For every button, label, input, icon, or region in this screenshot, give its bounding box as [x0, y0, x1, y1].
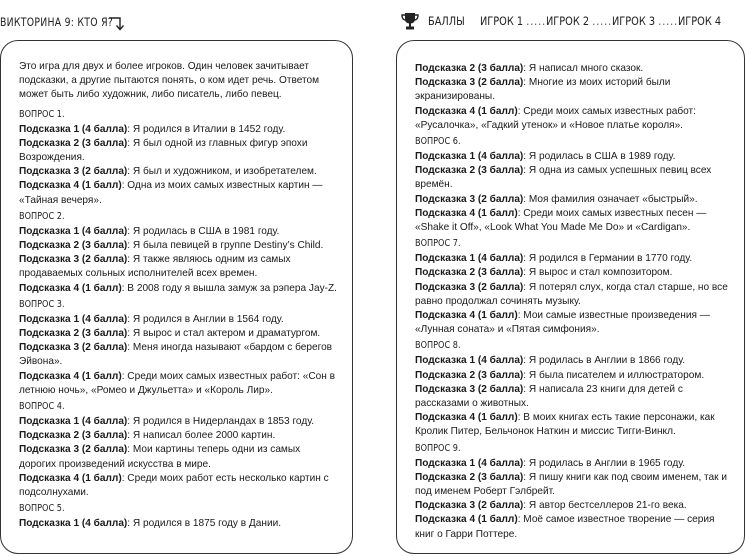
hint-text: Я родился в Англии в 1564 году.	[132, 313, 284, 325]
hint-text: Я написал более 2000 картин.	[132, 430, 276, 442]
hint-item: Подсказка 3 (2 балла): Моя фамилия означает «быстрый».	[415, 193, 698, 205]
question-heading: ВОПРОС 2.	[19, 210, 65, 222]
hint-text: Среди моих работ есть несколько картин с подсолнухами.	[19, 472, 329, 499]
hint-text: Меня иногда называют «бардом с берегов Эйвона».	[19, 342, 333, 368]
hint-label: Подсказка 1 (4 балла)	[19, 313, 128, 325]
hint-text: Я одна из самых успешных певиц всех времён.	[415, 165, 712, 191]
hint-label: Подсказка 4 (1 балл)	[415, 514, 518, 526]
hint-item: Подсказка 3 (2 балла): Я автор бестселлеров 21-го века.	[415, 500, 687, 512]
hint-item: Подсказка 1 (4 балла): Я родился в Италии в 1452 году.	[19, 123, 286, 135]
question-heading: ВОПРОС 3.	[19, 298, 65, 310]
hint-label: Подсказка 2 (3 балла)	[415, 471, 524, 483]
hint-text: Одна из моих самых известных картин — «Тайная вечеря».	[19, 180, 323, 206]
hint-text: В 2008 году я вышла замуж за рэпера Jay-Z.	[127, 282, 337, 294]
hint-text: Я также являюсь одним из самых продаваемых сольных исполнителей всех времен.	[19, 254, 291, 280]
player-1-score: ИГРОК 1 ......	[480, 14, 550, 28]
hint-text: Я был и художником, и изобретателем.	[132, 166, 317, 178]
hint-label: Подсказка 1 (4 балла)	[415, 355, 524, 367]
hint-label: Подсказка 3 (2 балла)	[19, 254, 128, 266]
hint-item: Подсказка 2 (3 балла): Я был одной из главных фигур эпохи Возрождения.	[19, 137, 308, 164]
hint-item: Подсказка 4 (1 балл): Одна из моих самых известных картин — «Тайная вечеря».	[19, 180, 323, 206]
hint-item: Подсказка 2 (3 балла): Я пишу книги как под своим именем, так и под именем Роберт Гэлбрейт.	[415, 471, 728, 498]
quiz-title: ВИКТОРИНА 9: КТО Я?	[0, 15, 114, 29]
question-heading: ВОПРОС 4.	[19, 401, 65, 413]
hint-item: Подсказка 4 (1 балл): Среди моих самых известных работ: «Сон в летнюю ночь», «Ромео и Джульетта» и «Король Лир».	[19, 370, 336, 396]
hint-item: Подсказка 3 (2 балла): Мои картины теперь одни из самых дорогих произведений искусства в мире.	[19, 444, 301, 470]
hint-item: Подсказка 1 (4 балла): Я родился в Англии в 1564 году.	[19, 313, 284, 325]
hint-item: Подсказка 4 (1 балл): Моё самое известное творение — серия книг о Гарри Поттере.	[415, 514, 715, 540]
hint-text: Я пишу книги как под своим именем, так и под именем Роберт Гэлбрейт.	[415, 471, 728, 498]
hint-label: Подсказка 1 (4 балла)	[19, 518, 128, 530]
hint-item: Подсказка 3 (2 балла): Я потерял слух, когда стал старше, но все равно продолжал сочинять музыку.	[415, 281, 728, 307]
right-panel	[396, 40, 745, 554]
hint-label: Подсказка 4 (1 балл)	[415, 412, 518, 424]
hint-item: Подсказка 3 (2 балла): Меня иногда называют «бардом с берегов Эйвона».	[19, 342, 333, 368]
hint-label: Подсказка 4 (1 балл)	[415, 207, 518, 219]
hint-label: Подсказка 3 (2 балла)	[415, 77, 524, 89]
hint-item: Подсказка 4 (1 балл): В моих книгах есть такие персонажи, как Кролик Питер, Бельчонок Наткин и миссис Тигги-Винкл.	[415, 412, 715, 438]
hint-text: Я родилась в Англии в 1866 году.	[528, 355, 686, 367]
question-heading: ВОПРОС 8.	[415, 340, 461, 352]
hint-text: Среди моих самых известных работ: «Сон в летнюю ночь», «Ромео и Джульетта» и «Король Лир».	[19, 370, 336, 396]
hint-label: Подсказка 2 (3 балла)	[19, 430, 128, 442]
hint-label: Подсказка 4 (1 балл)	[19, 370, 122, 382]
hint-label: Подсказка 1 (4 балла)	[19, 225, 128, 237]
hint-text: Я был одной из главных фигур эпохи Возрождения.	[19, 137, 308, 164]
hint-label: Подсказка 3 (2 балла)	[415, 281, 524, 293]
hint-item: Подсказка 2 (3 балла): Я вырос и стал актером и драматургом.	[19, 328, 321, 340]
hint-text: Я была писателем и иллюстратором.	[528, 369, 705, 381]
trophy-icon	[400, 11, 420, 31]
hint-item: Подсказка 4 (1 балл): Среди моих самых известных работ: «Русалочка», «Гадкий утенок» и «Новое платье короля».	[415, 105, 696, 131]
player-4-score: ИГРОК 4	[678, 14, 722, 28]
hint-item: Подсказка 3 (2 балла): Многие из моих историй были экранизированы.	[415, 77, 671, 103]
quiz-header	[0, 10, 126, 34]
hint-item: Подсказка 3 (2 балла): Я также являюсь одним из самых продаваемых сольных исполнителей всех времен.	[19, 254, 291, 280]
hint-item: Подсказка 1 (4 балла): Я родился в Германии в 1770 году.	[415, 253, 693, 265]
hint-label: Подсказка 2 (3 балла)	[415, 165, 524, 177]
hint-text: Я родилась в США в 1981 году.	[132, 225, 280, 237]
question-heading: ВОПРОС 5.	[19, 503, 65, 515]
hint-item: Подсказка 4 (1 балл): В 2008 году я вышла замуж за рэпера Jay-Z.	[19, 282, 337, 294]
hint-text: Моя фамилия означает «быстрый».	[528, 193, 698, 205]
hint-text: Я родился в 1875 году в Дании.	[132, 518, 282, 530]
hint-item: Подсказка 4 (1 балл): Мои самые известные произведения — «Лунная соната» и «Пятая симфония».	[415, 310, 710, 336]
hint-item: Подсказка 1 (4 балла): Я родилась в США в 1981 году.	[19, 225, 280, 237]
hint-item: Подсказка 1 (4 балла): Я родилась в Англии в 1965 году.	[415, 457, 686, 469]
hint-item: Подсказка 3 (2 балла): Я написала 23 книги для детей с рассказами о животных.	[415, 383, 683, 410]
hint-item: Подсказка 1 (4 балла): Я родился в Нидерландах в 1853 году.	[19, 416, 315, 428]
hint-text: Я автор бестселлеров 21-го века.	[528, 500, 687, 512]
hint-item: Подсказка 2 (3 балла): Я одна из самых успешных певиц всех времён.	[415, 165, 712, 191]
hint-text: Я была певицей в группе Destiny’s Child.	[132, 240, 324, 252]
hint-text: Моё самое известное творение — серия книг о Гарри Поттере.	[415, 514, 715, 540]
hint-item: Подсказка 2 (3 балла): Я была певицей в группе Destiny’s Child.	[19, 240, 324, 252]
hint-label: Подсказка 1 (4 балла)	[415, 151, 524, 163]
hint-label: Подсказка 4 (1 балл)	[19, 180, 122, 192]
intro-text: Это игра для двух и более игроков. Один человек зачитывает подсказки, а другие пытаются понять, о ком идет речь. Ответом может быть либо художник, либо писатель, либо певец.	[19, 61, 320, 101]
question-heading: ВОПРОС 1.	[19, 108, 65, 120]
hint-label: Подсказка 3 (2 балла)	[19, 166, 128, 178]
hint-text: Я родился в Нидерландах в 1853 году.	[132, 416, 315, 428]
hint-label: Подсказка 4 (1 балл)	[19, 282, 122, 294]
hint-label: Подсказка 3 (2 балла)	[415, 500, 524, 512]
hint-label: Подсказка 1 (4 балла)	[19, 416, 128, 428]
hint-text: В моих книгах есть такие персонажи, как Кролик Питер, Бельчонок Наткин и миссис Тигги-Винкл.	[415, 412, 715, 438]
hint-item: Подсказка 4 (1 балл): Среди моих самых известных песен — «Shake it Off», «Look What You Made Me Do» и «Cardigan».	[415, 207, 707, 234]
question-heading: ВОПРОС 7.	[415, 238, 461, 250]
hint-text: Я вырос и стал композитором.	[528, 267, 673, 279]
hint-label: Подсказка 4 (1 балл)	[415, 310, 518, 322]
right-questions-list	[415, 135, 734, 542]
left-questions-list	[19, 108, 340, 532]
hint-text: Я родился в Италии в 1452 году.	[132, 123, 286, 135]
hint-text: Мои самые известные произведения — «Лунная соната» и «Пятая симфония».	[415, 310, 710, 336]
hint-label: Подсказка 2 (3 балла)	[415, 369, 524, 381]
question-heading: ВОПРОС 9.	[415, 442, 461, 454]
hint-item: Подсказка 1 (4 балла): Я родился в 1875 году в Дании.	[19, 518, 282, 530]
hint-item: Подсказка 1 (4 балла): Я родилась в Англии в 1866 году.	[415, 355, 686, 367]
hint-label: Подсказка 4 (1 балл)	[415, 105, 518, 117]
hint-item: Подсказка 1 (4 балла): Я родилась в США в 1989 году.	[415, 151, 676, 163]
hint-label: Подсказка 3 (2 балла)	[415, 383, 524, 395]
question-5-continuation	[415, 62, 734, 133]
hint-label: Подсказка 2 (3 балла)	[19, 137, 128, 149]
hint-text: Среди моих самых известных песен — «Shake it Off», «Look What You Made Me Do» и «Cardigan».	[415, 207, 707, 234]
hint-label: Подсказка 2 (3 балла)	[415, 267, 524, 279]
question-heading: ВОПРОС 6.	[415, 136, 461, 148]
arrow-down-icon	[108, 14, 124, 32]
hint-item: Подсказка 3 (2 балла): Я был и художником, и изобретателем.	[19, 166, 317, 178]
hint-text: Мои картины теперь одни из самых дорогих произведений искусства в мире.	[19, 444, 301, 470]
score-header	[400, 8, 745, 34]
hint-item: Подсказка 2 (3 балла): Я была писателем и иллюстратором.	[415, 369, 705, 381]
hint-text: Я родилась в Англии в 1965 году.	[528, 457, 686, 469]
left-panel	[0, 40, 353, 554]
hint-text: Среди моих самых известных работ: «Русалочка», «Гадкий утенок» и «Новое платье короля».	[415, 105, 696, 131]
hint-item: Подсказка 2 (3 балла): Я написал много сказок.	[415, 63, 644, 74]
hint-item: Подсказка 2 (3 балла): Я вырос и стал композитором.	[415, 267, 673, 279]
hint-label: Подсказка 4 (1 балл)	[19, 472, 122, 484]
hint-text: Многие из моих историй были экранизированы.	[415, 77, 671, 103]
hint-label: Подсказка 2 (3 балла)	[19, 328, 128, 340]
hint-label: Подсказка 3 (2 балла)	[19, 444, 128, 456]
hint-text: Я вырос и стал актером и драматургом.	[132, 328, 321, 340]
hint-label: Подсказка 1 (4 балла)	[19, 123, 128, 135]
hint-item: Подсказка 4 (1 балл): Среди моих работ есть несколько картин с подсолнухами.	[19, 472, 329, 499]
hint-text: Я потерял слух, когда стал старше, но все равно продолжал сочинять музыку.	[415, 281, 728, 307]
player-2-score: ИГРОК 2 ......	[546, 14, 616, 28]
hint-label: Подсказка 2 (3 балла)	[415, 63, 524, 74]
hint-item: Подсказка 2 (3 балла): Я написал более 2000 картин.	[19, 430, 276, 442]
hint-label: Подсказка 1 (4 балла)	[415, 253, 524, 265]
hint-text: Я написала 23 книги для детей с рассказами о животных.	[415, 383, 683, 410]
hint-label: Подсказка 3 (2 балла)	[415, 193, 524, 205]
hint-label: Подсказка 1 (4 балла)	[415, 457, 524, 469]
hint-label: Подсказка 2 (3 балла)	[19, 240, 128, 252]
hint-text: Я написал много сказок.	[528, 63, 644, 74]
hint-text: Я родилась в США в 1989 году.	[528, 151, 676, 163]
hint-text: Я родился в Германии в 1770 году.	[528, 253, 693, 265]
hint-label: Подсказка 3 (2 балла)	[19, 342, 128, 354]
player-3-score: ИГРОК 3 ......	[612, 14, 682, 28]
score-label: БАЛЛЫ	[428, 14, 465, 28]
